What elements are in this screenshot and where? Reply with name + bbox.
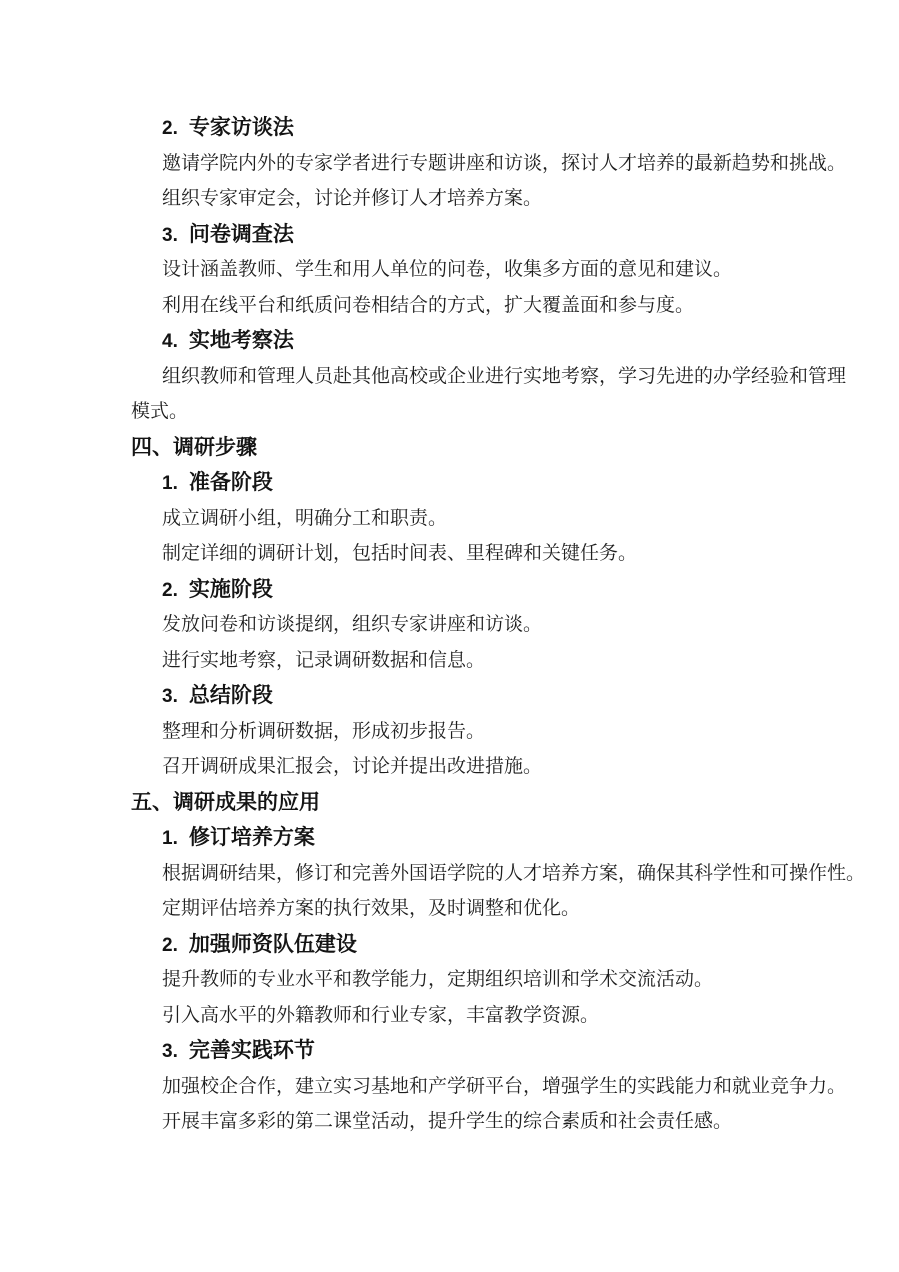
heading-label: 加强师资队伍建设 xyxy=(188,931,357,956)
paragraph-line: 设计涵盖教师、学生和用人单位的问卷，收集多方面的意见和建议。 xyxy=(162,259,733,280)
heading-number: 3. xyxy=(162,224,178,246)
heading-number: 3. xyxy=(162,1041,178,1062)
numbered-heading xyxy=(131,1033,861,1069)
paragraph-line: 发放问卷和访谈提纲，组织专家讲座和访谈。 xyxy=(162,614,543,635)
paragraph-line: 进行实地考察，记录调研数据和信息。 xyxy=(162,649,486,671)
paragraph-line: 召开调研成果汇报会，讨论并提出改进措施。 xyxy=(162,756,543,777)
heading-label: 总结阶段 xyxy=(188,683,273,707)
paragraph-line: 定期评估培养方案的执行效果，及时调整和优化。 xyxy=(162,898,581,919)
heading-label: 问卷调查法 xyxy=(188,221,294,246)
paragraph-line: 组织专家审定会，讨论并修订人才培养方案。 xyxy=(162,188,543,209)
heading-label: 修订培养方案 xyxy=(188,825,315,849)
paragraph-line: 引入高水平的外籍教师和行业专家，丰富教学资源。 xyxy=(162,1004,600,1026)
paragraph-line: 组织教师和管理人员赴其他高校或企业进行实地考察，学习先进的办学经验和管理 xyxy=(162,365,847,387)
heading-number: 4. xyxy=(162,331,178,352)
heading-number: 1. xyxy=(162,828,178,849)
paragraph-line: 开展丰富多彩的第二课堂活动，提升学生的综合素质和社会责任感。 xyxy=(162,1111,733,1132)
numbered-heading xyxy=(131,927,861,963)
heading-number: 1. xyxy=(162,473,178,494)
heading-number: 2. xyxy=(162,934,178,956)
heading-label: 完善实践环节 xyxy=(188,1038,315,1062)
numbered-heading xyxy=(131,217,861,253)
paragraph-line: 提升教师的专业水平和教学能力，定期组织培训和学术交流活动。 xyxy=(162,969,714,990)
heading-number: 3. xyxy=(162,686,178,707)
numbered-heading xyxy=(131,820,861,856)
section-heading: 五、调研成果的应用 xyxy=(131,789,320,814)
numbered-heading xyxy=(131,572,861,608)
paragraph-line: 加强校企合作，建立实习基地和产学研平台，增强学生的实践能力和就业竞争力。 xyxy=(162,1075,847,1097)
paragraph-line: 利用在线平台和纸质问卷相结合的方式，扩大覆盖面和参与度。 xyxy=(162,294,695,316)
paragraph-line: 模式。 xyxy=(131,401,189,422)
heading-label: 专家访谈法 xyxy=(188,115,294,139)
heading-label: 准备阶段 xyxy=(188,470,273,494)
document-content xyxy=(131,110,866,1140)
numbered-heading xyxy=(131,465,861,501)
paragraph-line: 邀请学院内外的专家学者进行专题讲座和访谈，探讨人才培养的最新趋势和挑战。 xyxy=(162,152,847,174)
section-heading: 四、调研步骤 xyxy=(131,434,257,459)
paragraph-line: 整理和分析调研数据，形成初步报告。 xyxy=(162,720,486,742)
numbered-heading xyxy=(131,323,861,359)
heading-label: 实施阶段 xyxy=(188,576,273,601)
numbered-heading xyxy=(131,110,861,146)
paragraph-line: 制定详细的调研计划，包括时间表、里程碑和关键任务。 xyxy=(162,543,638,564)
heading-label: 实地考察法 xyxy=(188,328,294,352)
paragraph-line: 根据调研结果，修订和完善外国语学院的人才培养方案，确保其科学性和可操作性。 xyxy=(162,862,866,884)
heading-number: 2. xyxy=(162,118,178,139)
heading-number: 2. xyxy=(162,579,178,601)
paragraph-line: 成立调研小组，明确分工和职责。 xyxy=(162,507,448,529)
numbered-heading xyxy=(131,678,861,714)
